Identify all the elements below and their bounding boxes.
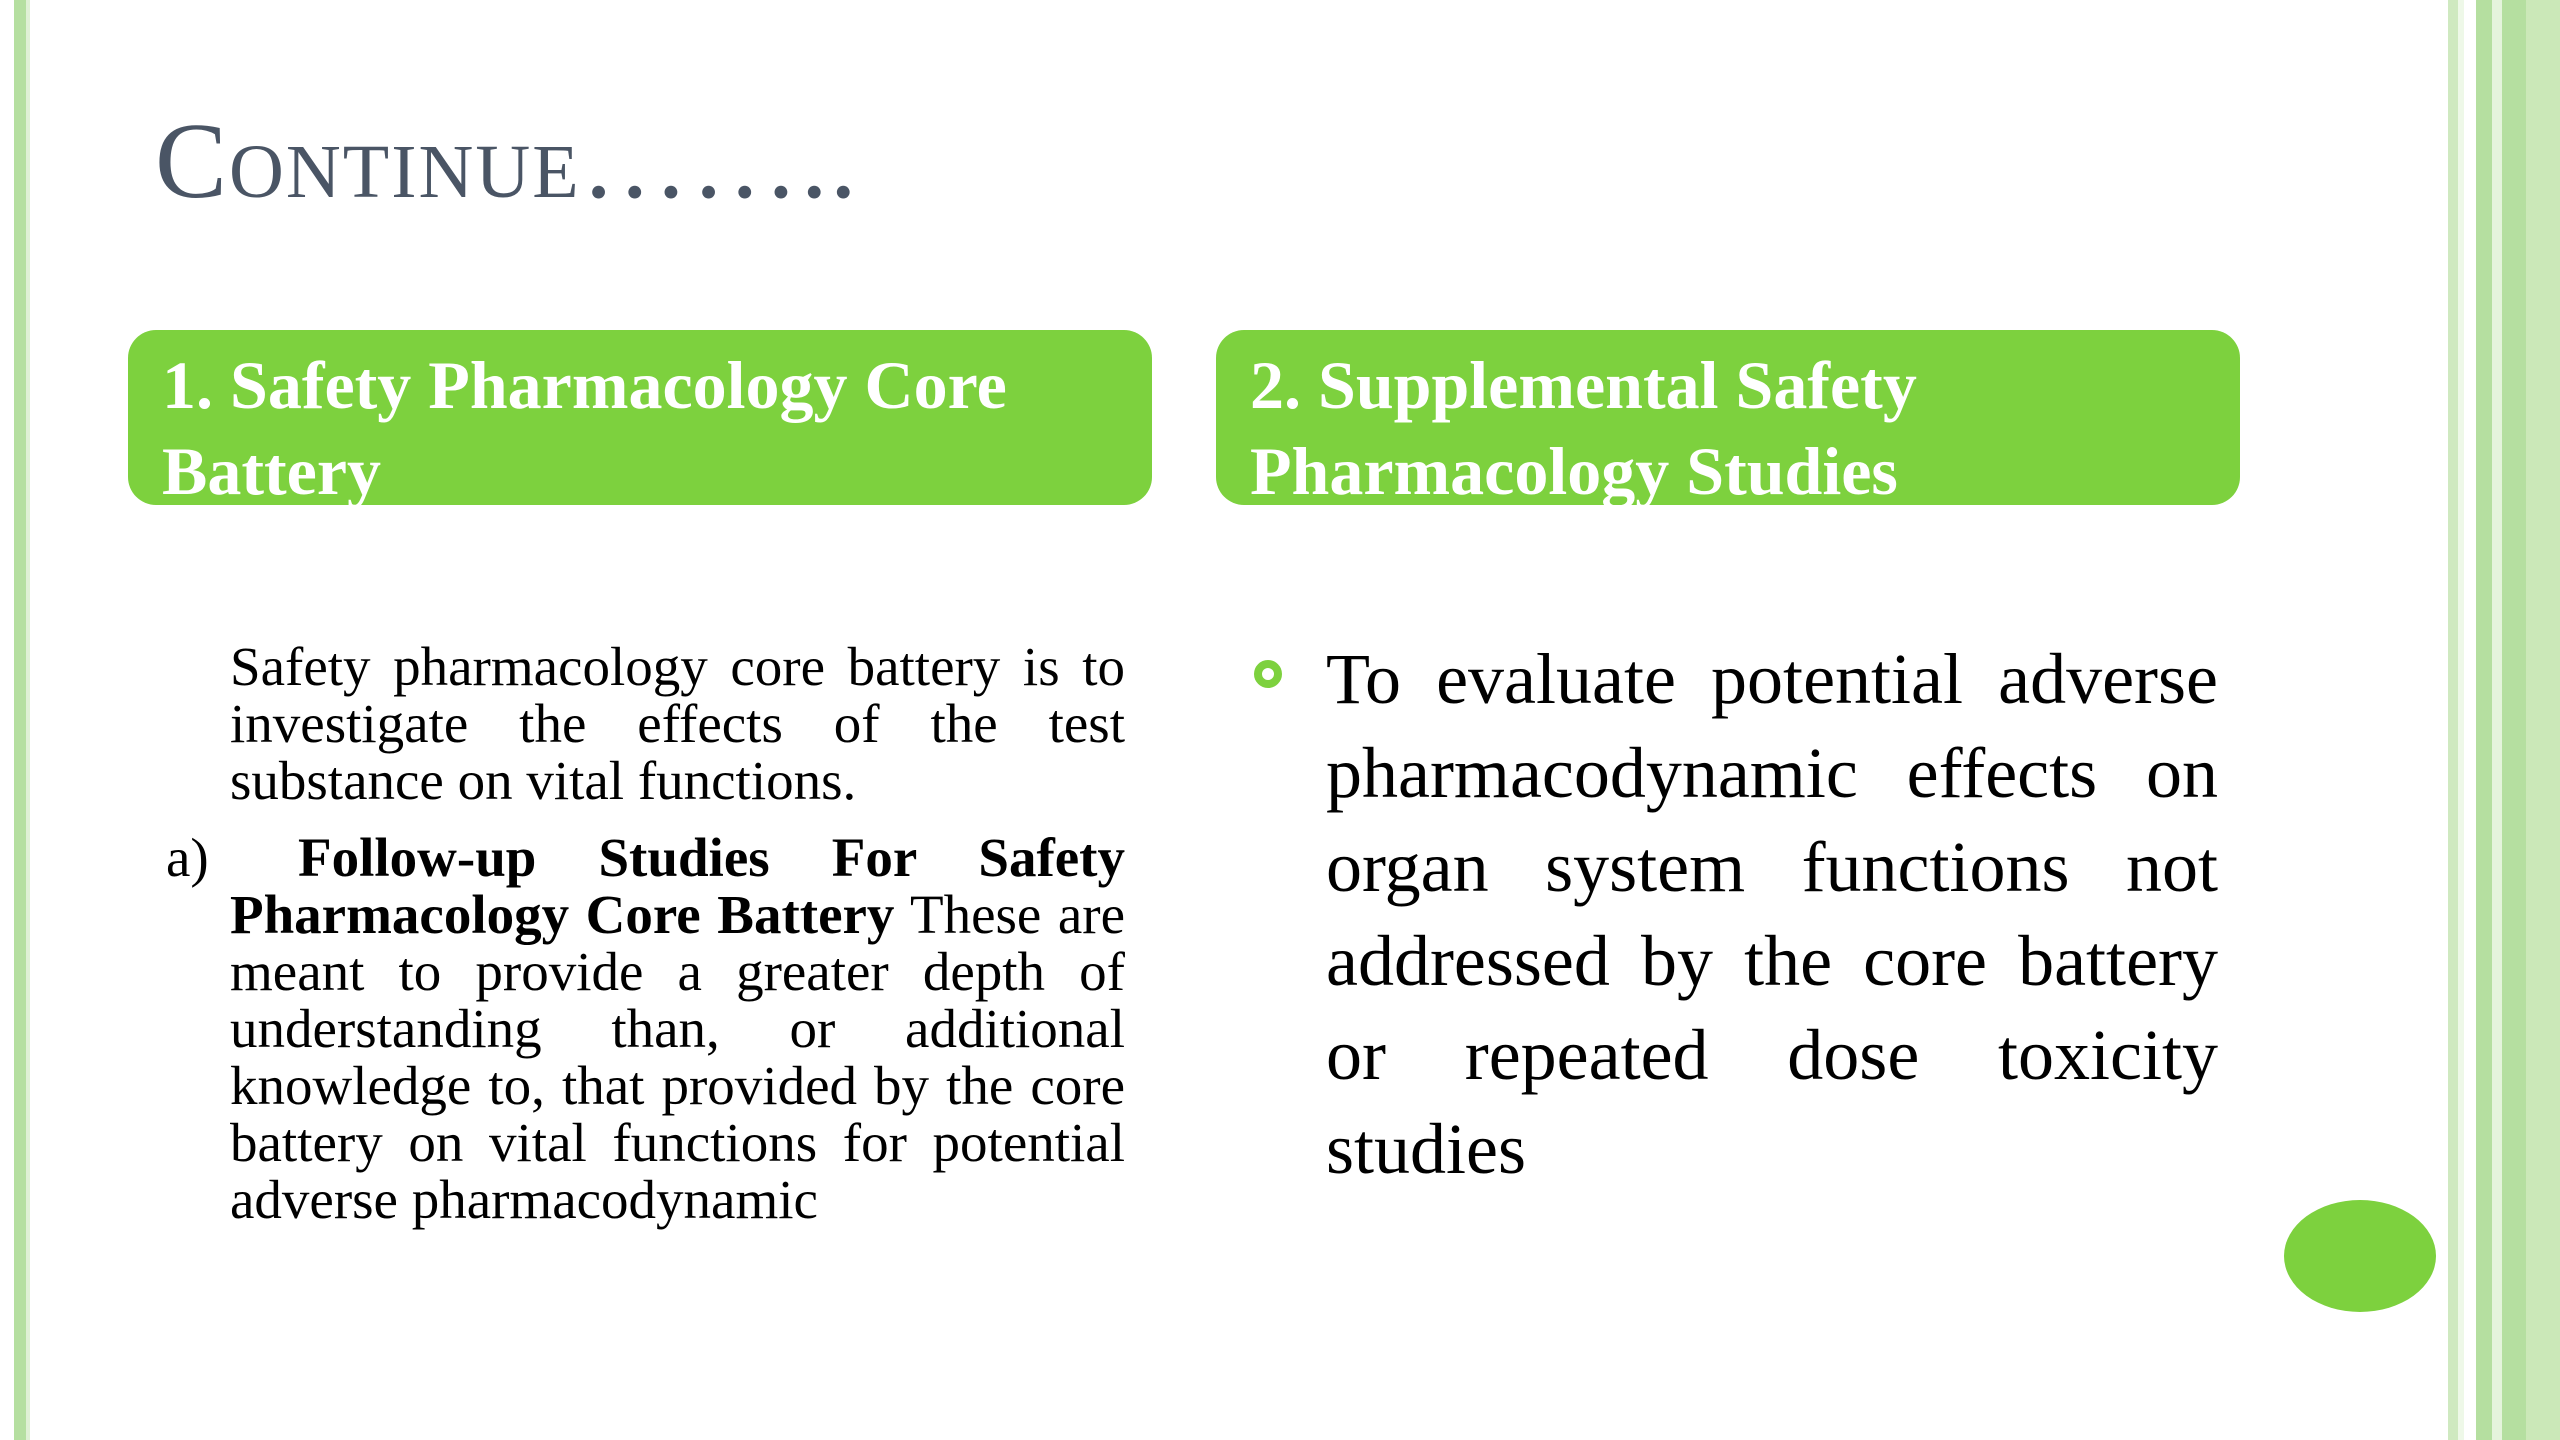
right-border-stripe bbox=[2476, 0, 2492, 1440]
hollow-circle-bullet-icon bbox=[1254, 660, 1282, 688]
list-item-text: These are meant to provide a greater depth of understanding than, or additional knowledge to, that provided by the core battery on vital functions for potential adverse pharmacodynamic bbox=[230, 884, 1126, 1230]
green-oval-decoration-icon bbox=[2284, 1200, 2436, 1312]
right-border-stripe bbox=[2492, 0, 2502, 1440]
left-list-item-a bbox=[166, 827, 1126, 1230]
list-item-lead: Follow-up Studies For Safety Pharmacology Core Battery bbox=[230, 827, 1125, 945]
list-item-marker: a) bbox=[166, 827, 209, 888]
left-border-stripe bbox=[14, 0, 26, 1440]
right-border-stripe bbox=[2502, 0, 2526, 1440]
right-border-stripe bbox=[2458, 0, 2464, 1440]
right-column-header: 2. Supplemental Safety Pharmacology Studies bbox=[1216, 330, 2240, 505]
right-border-stripe bbox=[2448, 0, 2458, 1440]
left-column-body bbox=[166, 636, 1126, 1230]
left-column-header: 1. Safety Pharmacology Core Battery bbox=[128, 330, 1152, 505]
right-bullet-text: To evaluate potential adverse pharmacodynamic effects on organ system functions not addressed by the core battery or repeated dose toxicity studies bbox=[1326, 639, 2218, 1189]
left-border-stripe-light bbox=[26, 0, 30, 1440]
right-border-stripe bbox=[2526, 0, 2560, 1440]
slide-title: Continue…….. bbox=[155, 102, 859, 221]
left-intro-paragraph: Safety pharmacology core battery is to investigate the effects of the test substance on vital functions. bbox=[230, 636, 1125, 811]
